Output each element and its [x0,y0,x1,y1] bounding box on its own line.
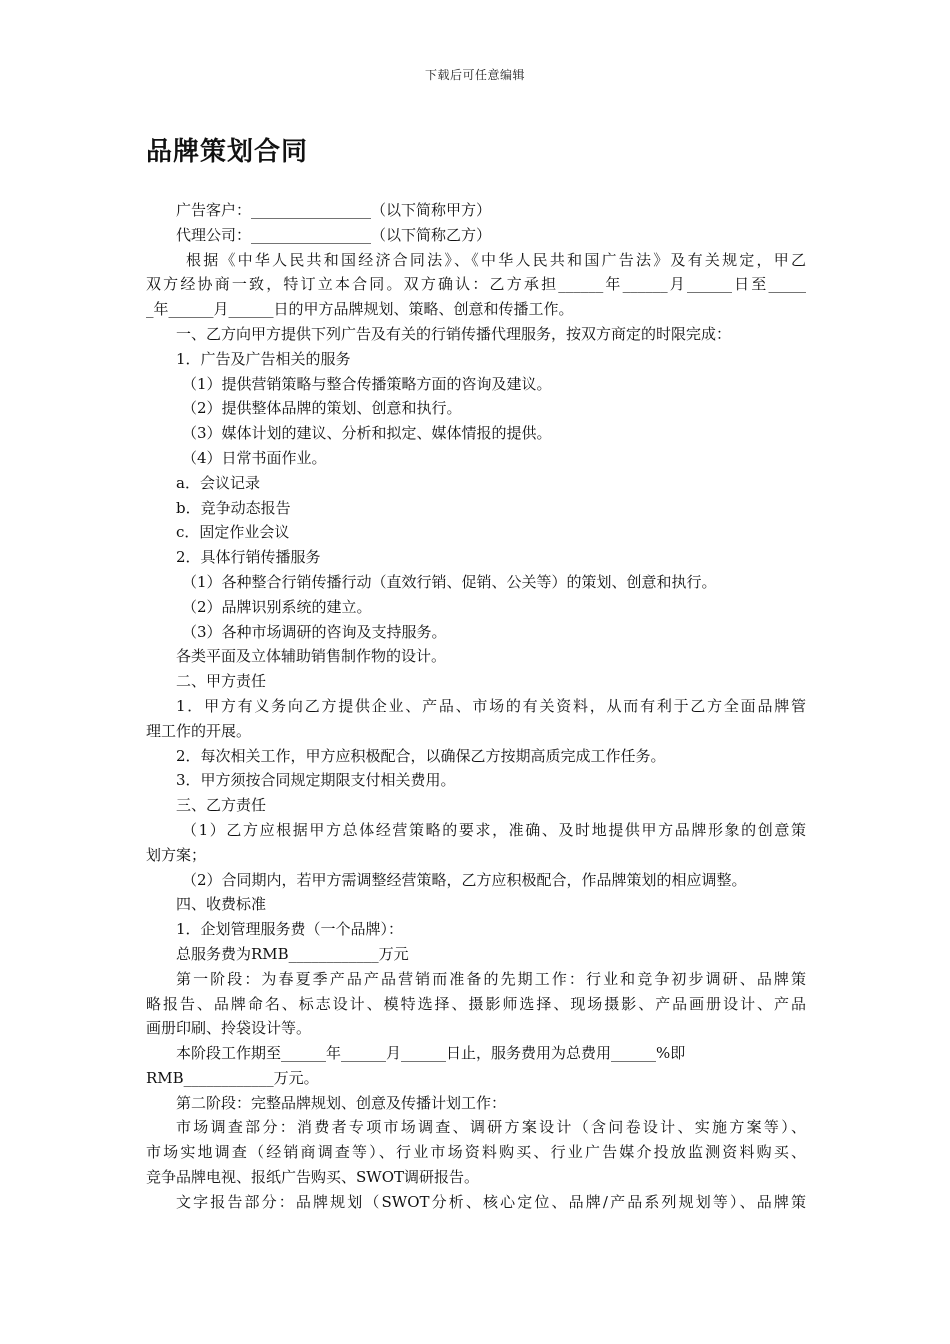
text-line: 2．每次相关工作，甲方应积极配合，以确保乙方按期高质完成工作任务。 [176,746,666,765]
text-line: （1）各种整合行销传播行动（直效行销、促销、公关等）的策划、创意和执行。 [182,572,717,591]
text-line: 文字报告部分：品牌规划（SWOT分析、核心定位、品牌/产品系列规划等）、品牌策 [176,1192,806,1211]
text-line: （1）乙方应根据甲方总体经营策略的要求，准确、及时地提供甲方品牌形象的创意策 [182,820,806,839]
text-line: 双方经协商一致，特订立本合同。双方确认：乙方承担______年______月______日至_____ [146,275,806,294]
text-line: a．会议记录 [176,473,260,492]
text-line: 划方案； [146,845,207,864]
text-line: 一、乙方向甲方提供下列广告及有关的行销传播代理服务，按双方商定的时限完成： [176,324,732,343]
text-line: 画册印刷、拎袋设计等。 [146,1019,312,1038]
document-title: 品牌策划合同 [146,137,309,167]
text-line: 3．甲方须按合同规定期限支付相关费用。 [176,771,456,790]
contract-body [146,198,806,1215]
text-line: 广告客户：________________（以下简称甲方） [176,201,492,219]
text-line: 本阶段工作期至______年______月______日止，服务费用为总费用______%即 [176,1044,686,1063]
text-line: （4）日常书面作业。 [182,448,327,467]
text-line: （1）提供营销策略与整合传播策略方面的咨询及建议。 [182,374,552,393]
text-line: 代理公司：________________（以下简称乙方） [176,225,492,244]
text-line: 1．甲方有义务向乙方提供企业、产品、市场的有关资料，从而有利于乙方全面品牌管 [176,696,806,715]
text-line: 市场实地调查（经销商调查等）、行业市场资料购买、行业广告媒介投放监测资料购买、 [146,1143,806,1162]
text-line: RMB____________万元。 [146,1068,319,1087]
header-note: 下载后可任意编辑 [424,68,525,82]
text-line: （2）合同期内，若甲方需调整经营策略，乙方应积极配合，作品牌策划的相应调整。 [182,870,747,889]
text-line: 各类平面及立体辅助销售制作物的设计。 [176,647,447,666]
text-line: _年______月______日的甲方品牌规划、策略、创意和传播工作。 [146,300,574,319]
text-line: b．竞争动态报告 [176,498,291,517]
text-line: 1．企划管理服务费（一个品牌）： [176,920,404,939]
text-line: 三、乙方责任 [176,796,267,815]
text-line: （2）品牌识别系统的建立。 [182,597,372,616]
text-line: （3）媒体计划的建议、分析和拟定、媒体情报的提供。 [182,424,552,443]
text-line: （2）提供整体品牌的策划、创意和执行。 [182,399,462,418]
text-line: 2．具体行销传播服务 [176,548,321,567]
text-line: 理工作的开展。 [146,721,252,740]
text-line: 略报告、品牌命名、标志设计、模特选择、摄影师选择、现场摄影、产品画册设计、产品 [146,994,806,1013]
text-line: 二、甲方责任 [176,672,267,691]
text-line: 根据《中华人民共和国经济合同法》、《中华人民共和国广告法》及有关规定，甲乙 [186,250,806,269]
text-line: 第一阶段：为春夏季产品产品营销而准备的先期工作：行业和竞争初步调研、品牌策 [176,969,806,988]
text-line: 竞争品牌电视、报纸广告购买、SWOT调研报告。 [146,1168,479,1187]
text-line: 市场调查部分：消费者专项市场调查、调研方案设计（含问卷设计、实施方案等）、 [176,1118,806,1137]
text-line: 总服务费为RMB____________万元 [176,944,409,963]
text-line: 1．广告及广告相关的服务 [176,349,351,368]
text-line: c．固定作业会议 [176,523,290,542]
text-line: （3）各种市场调研的咨询及支持服务。 [182,622,447,641]
text-line: 四、收费标准 [176,895,267,914]
text-line: 第二阶段：完整品牌规划、创意及传播计划工作： [176,1093,507,1112]
